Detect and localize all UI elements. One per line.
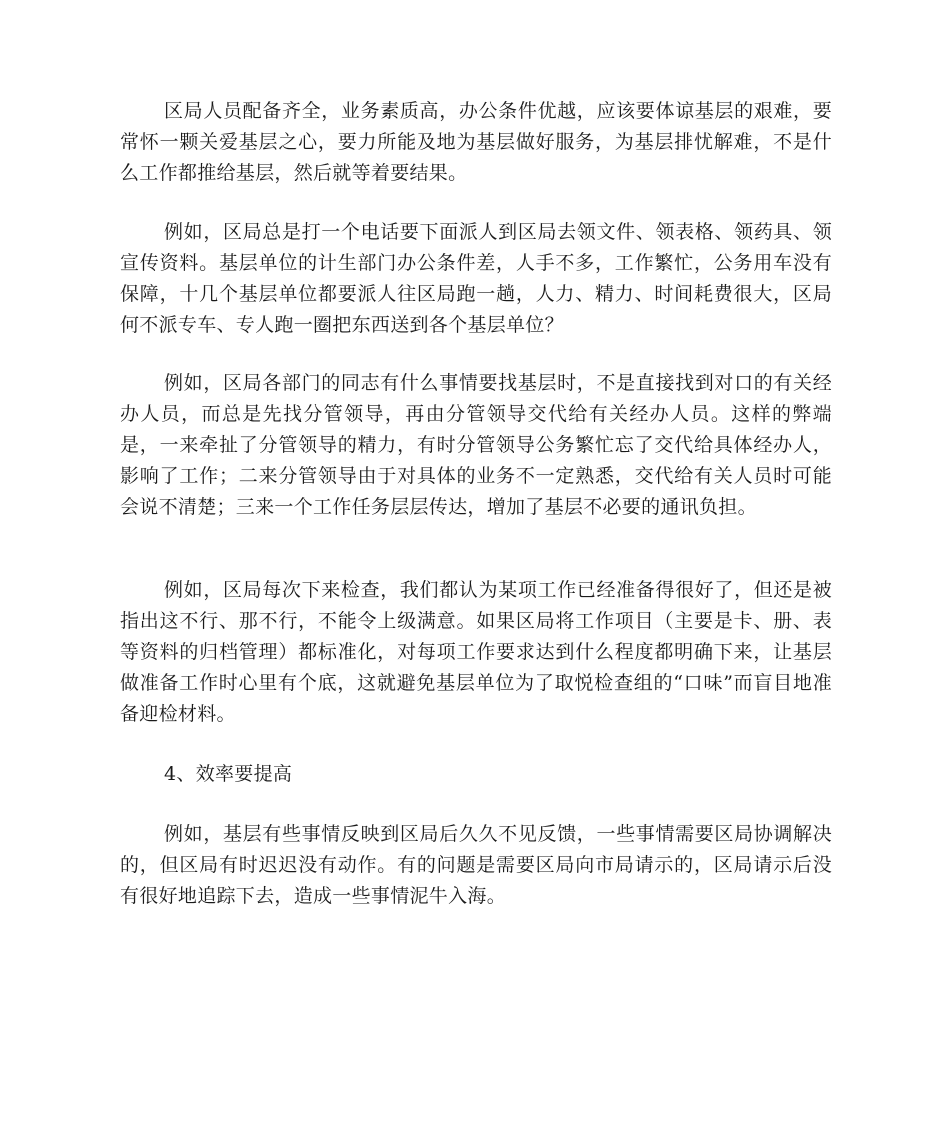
paragraph-example-feedback: 例如，基层有些事情反映到区局后久久不见反馈，一些事情需要区局协调解决的，但区局有时迟迟没有动作。有的问题是需要区局向市局请示的，区局请示后没有很好地追踪下去，造成一些事情泥牛入海。 bbox=[120, 823, 832, 907]
paragraph-example-contact-staff: 例如，区局各部门的同志有什么事情要找基层时，不是直接找到对口的有关经办人员，而总是先找分管领导，再由分管领导交代给有关经办人员。这样的弊端是，一来牵扯了分管领导的精力，有时分管领导公务繁忙忘了交代给具体经办人，影响了工作；二来分管领导由于对具体的业务不一定熟悉，交代给有关人员时可能会说不清楚；三来一个工作任务层层传达，增加了基层不必要的通讯负担。 bbox=[120, 372, 832, 518]
paragraph-example-inspection-standards: 例如，区局每次下来检查，我们都认为某项工作已经准备得很好了，但还是被指出这不行、那不行，不能令上级满意。如果区局将工作项目（主要是卡、册、表等资料的归档管理）都标准化，对每项工作要求达到什么程度都明确下来，让基层做准备工作时心里有个底，这就避免基层单位为了取悦检查组的“口味”而盲目地准备迎检材料。 bbox=[120, 579, 832, 725]
paragraph-grassroots-service: 区局人员配备齐全，业务素质高，办公条件优越，应该要体谅基层的艰难，要常怀一颗关爱基层之心，要力所能及地为基层做好服务，为基层排忧解难，不是什么工作都推给基层，然后就等着要结果。 bbox=[120, 100, 832, 184]
section-heading-efficiency: 4、效率要提高 bbox=[164, 763, 293, 785]
paragraph-example-materials-delivery: 例如，区局总是打一个电话要下面派人到区局去领文件、领表格、领药具、领宣传资料。基层单位的计生部门办公条件差，人手不多，工作繁忙，公务用车没有保障，十几个基层单位都要派人往区局跑一趟，人力、精力、时间耗费很大，区局何不派专车、专人跑一圈把东西送到各个基层单位？ bbox=[120, 221, 832, 336]
